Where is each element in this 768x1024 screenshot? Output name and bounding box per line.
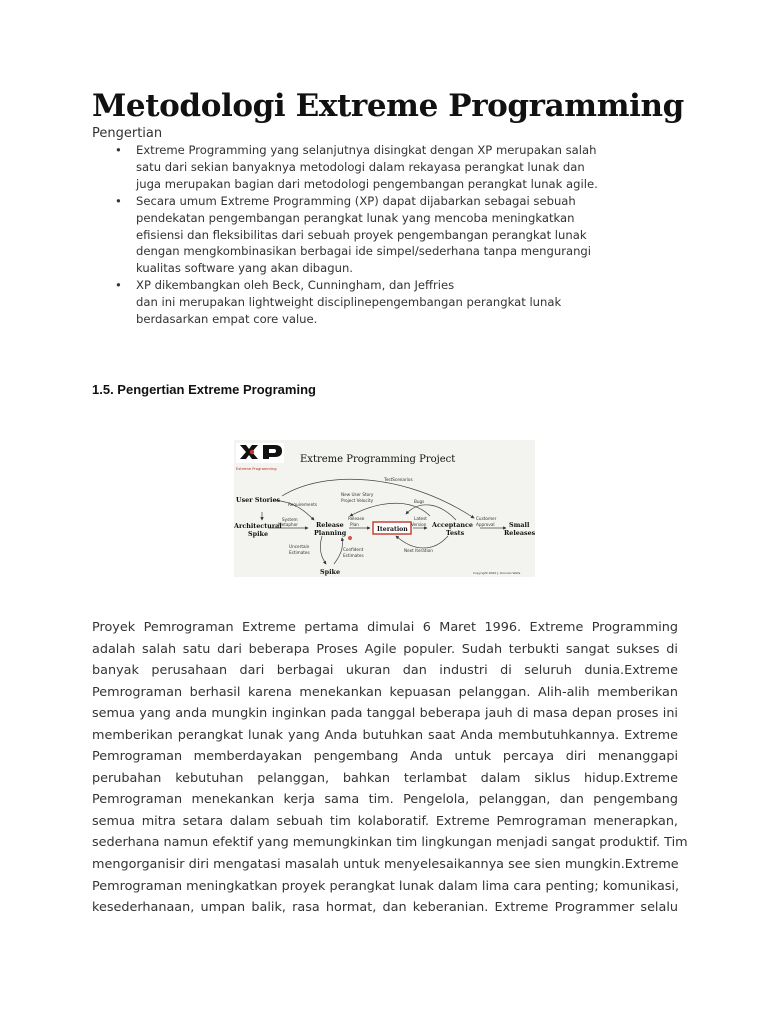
paragraph-line: memberikan perangkat lunak yang Anda butuhkan saat Anda membutuhkannya. Extreme (92, 727, 678, 743)
node-iteration: Iteration (377, 526, 408, 533)
list-item-line: Extreme Programming yang selanjutnya disingkat dengan XP merupakan salah (136, 143, 597, 157)
label-uncertain-estimates: Uncertain (289, 544, 310, 549)
section-heading: 1.5. Pengertian Extreme Programing (92, 382, 316, 397)
subheading-pengertian: Pengertian (92, 126, 163, 141)
label-release-plan: Plan (350, 522, 359, 527)
arrow-new-user-story (350, 503, 430, 516)
label-latest-version: Latest (414, 516, 427, 521)
node-architectural-spike: Spike (248, 530, 269, 538)
label-new-user-story: Project Velocity (341, 498, 374, 503)
label-new-user-story: New User Story (341, 492, 374, 497)
bullet-icon: • (115, 278, 122, 293)
label-customer-approval: Approval (476, 522, 495, 527)
paragraph-line: kesederhanaan, umpan balik, rasa hormat, dan keberanian. Extreme Programmer selalu (92, 900, 678, 916)
paragraph-line: mengorganisir diri mengatasi masalah untuk menyelesaikannya see sien mungkin.Extreme (92, 857, 679, 873)
node-architectural-spike: Architectural (234, 522, 282, 530)
node-user-stories: User Stories (236, 496, 281, 504)
label-confident-estimates: Estimates (343, 553, 364, 558)
list-item-line: Secara umum Extreme Programming (XP) dapat dijabarkan sebagai sebuah (136, 193, 576, 208)
arrow-test-scenarios (282, 479, 474, 518)
list-item-line: efisiensi dan fleksibilitas dari sebuah proyek pengembangan perangkat lunak (136, 227, 587, 242)
label-test-scenarios: TestScenarios (384, 477, 413, 482)
paragraph-line: Pemrograman menekankan kerja sama tim. Pengelola, pelanggan, dan pengembang (92, 792, 678, 808)
node-acceptance-tests: Acceptance (432, 521, 473, 529)
list-item-line: XP dikembangkan oleh Beck, Cunningham, dan Jeffries (136, 278, 455, 293)
paragraph-line: Pemrograman meningkatkan proyek perangkat lunak dalam lima cara penting; komunikasi, (92, 878, 680, 894)
release-planning-marker-icon (348, 536, 352, 540)
paragraph-line: semua yang anda mungkin inginkan pada tanggal beberapa jauh di masa depan proses ini (92, 706, 678, 722)
xp-logo-caption: Extreme Programming (236, 467, 277, 471)
paragraph-line: Proyek Pemrograman Extreme pertama dimulai 6 Maret 1996. Extreme Programming (92, 620, 678, 635)
bullet-list (92, 142, 692, 328)
bullet-icon: • (115, 143, 122, 157)
arrow-uncertain-estimates (320, 536, 326, 564)
paragraph-line: perubahan kebutuhan pelanggan, bahkan terlambat dalam siklus hidup.Extreme (92, 770, 678, 786)
label-release-plan: Release (348, 516, 365, 521)
list-item-line: pendekatan pengembangan perangkat lunak yang mencoba meningkatkan (136, 210, 575, 225)
label-customer-approval: Customer (476, 516, 497, 521)
diagram-title: Extreme Programming Project (300, 454, 456, 465)
list-item-line: dengan mengkombinasikan berbagai ide simpel/sederhana tanpa mengurangi (136, 244, 592, 259)
label-requirements: Requirements (288, 502, 318, 507)
body-paragraph (92, 617, 688, 919)
node-small-releases: Small (509, 521, 530, 529)
paragraph-line: banyak perusahaan dari berbagai ukuran dan industri di seluruh dunia.Extreme (92, 663, 678, 679)
list-item-line: dan ini merupakan lightweight disciplinepengembangan perangkat lunak (136, 295, 562, 310)
paragraph-line: Pemrograman berhasil karena menekankan kepuasan pelanggan. Alih-alih memberikan (92, 684, 678, 700)
label-next-iteration: Next Iteration (404, 548, 433, 553)
list-item (92, 277, 692, 328)
paragraph-line: adalah salah satu dari beberapa Proses Agile populer. Sudah terbukti sangat sukses di (92, 641, 678, 657)
xp-project-diagram (234, 440, 535, 577)
diagram-copyright: Copyright 2000 J. Donvan Wells (473, 571, 521, 575)
arrow-confident-estimates (334, 538, 343, 564)
node-release-planning: Release (316, 521, 344, 529)
node-release-planning: Planning (314, 529, 347, 537)
document-title: Metodologi Extreme Programming (92, 88, 684, 124)
list-item (92, 142, 692, 193)
paragraph-line: sederhana namun efektif yang memungkinkan tim lingkungan menjadi sangat produktif. Tim (92, 835, 688, 851)
list-item-line: satu dari sekian banyaknya metodologi dalam rekayasa perangkat lunak dan (136, 159, 585, 174)
bullet-icon: • (115, 193, 122, 208)
node-spike: Spike (320, 568, 341, 576)
label-bugs: Bugs (414, 499, 425, 504)
list-item (92, 193, 692, 278)
label-system-metaphor: System (282, 517, 298, 522)
label-confident-estimates: Confident (343, 547, 364, 552)
paragraph-line: semua mitra setara dalam sebuah tim kolaboratif. Extreme Pemrograman menerapkan, (92, 813, 678, 829)
label-system-metaphor: Metaphor (278, 522, 298, 527)
arrow-next-iteration (396, 536, 448, 548)
list-item-line: kualitas software yang akan dibagun. (136, 261, 353, 276)
list-item-line: juga merupakan bagian dari metodologi pengembangan perangkat lunak agile. (136, 176, 598, 191)
list-item-line: berdasarkan empat core value. (136, 312, 318, 327)
xp-logo-icon (236, 443, 284, 463)
node-small-releases: Releases (504, 529, 535, 537)
label-latest-version: Version (411, 522, 427, 527)
node-acceptance-tests: Tests (446, 529, 465, 537)
label-uncertain-estimates: Estimates (289, 550, 310, 555)
paragraph-line: Pemrograman memberdayakan pengembang Anda untuk percaya diri menanggapi (92, 749, 678, 765)
